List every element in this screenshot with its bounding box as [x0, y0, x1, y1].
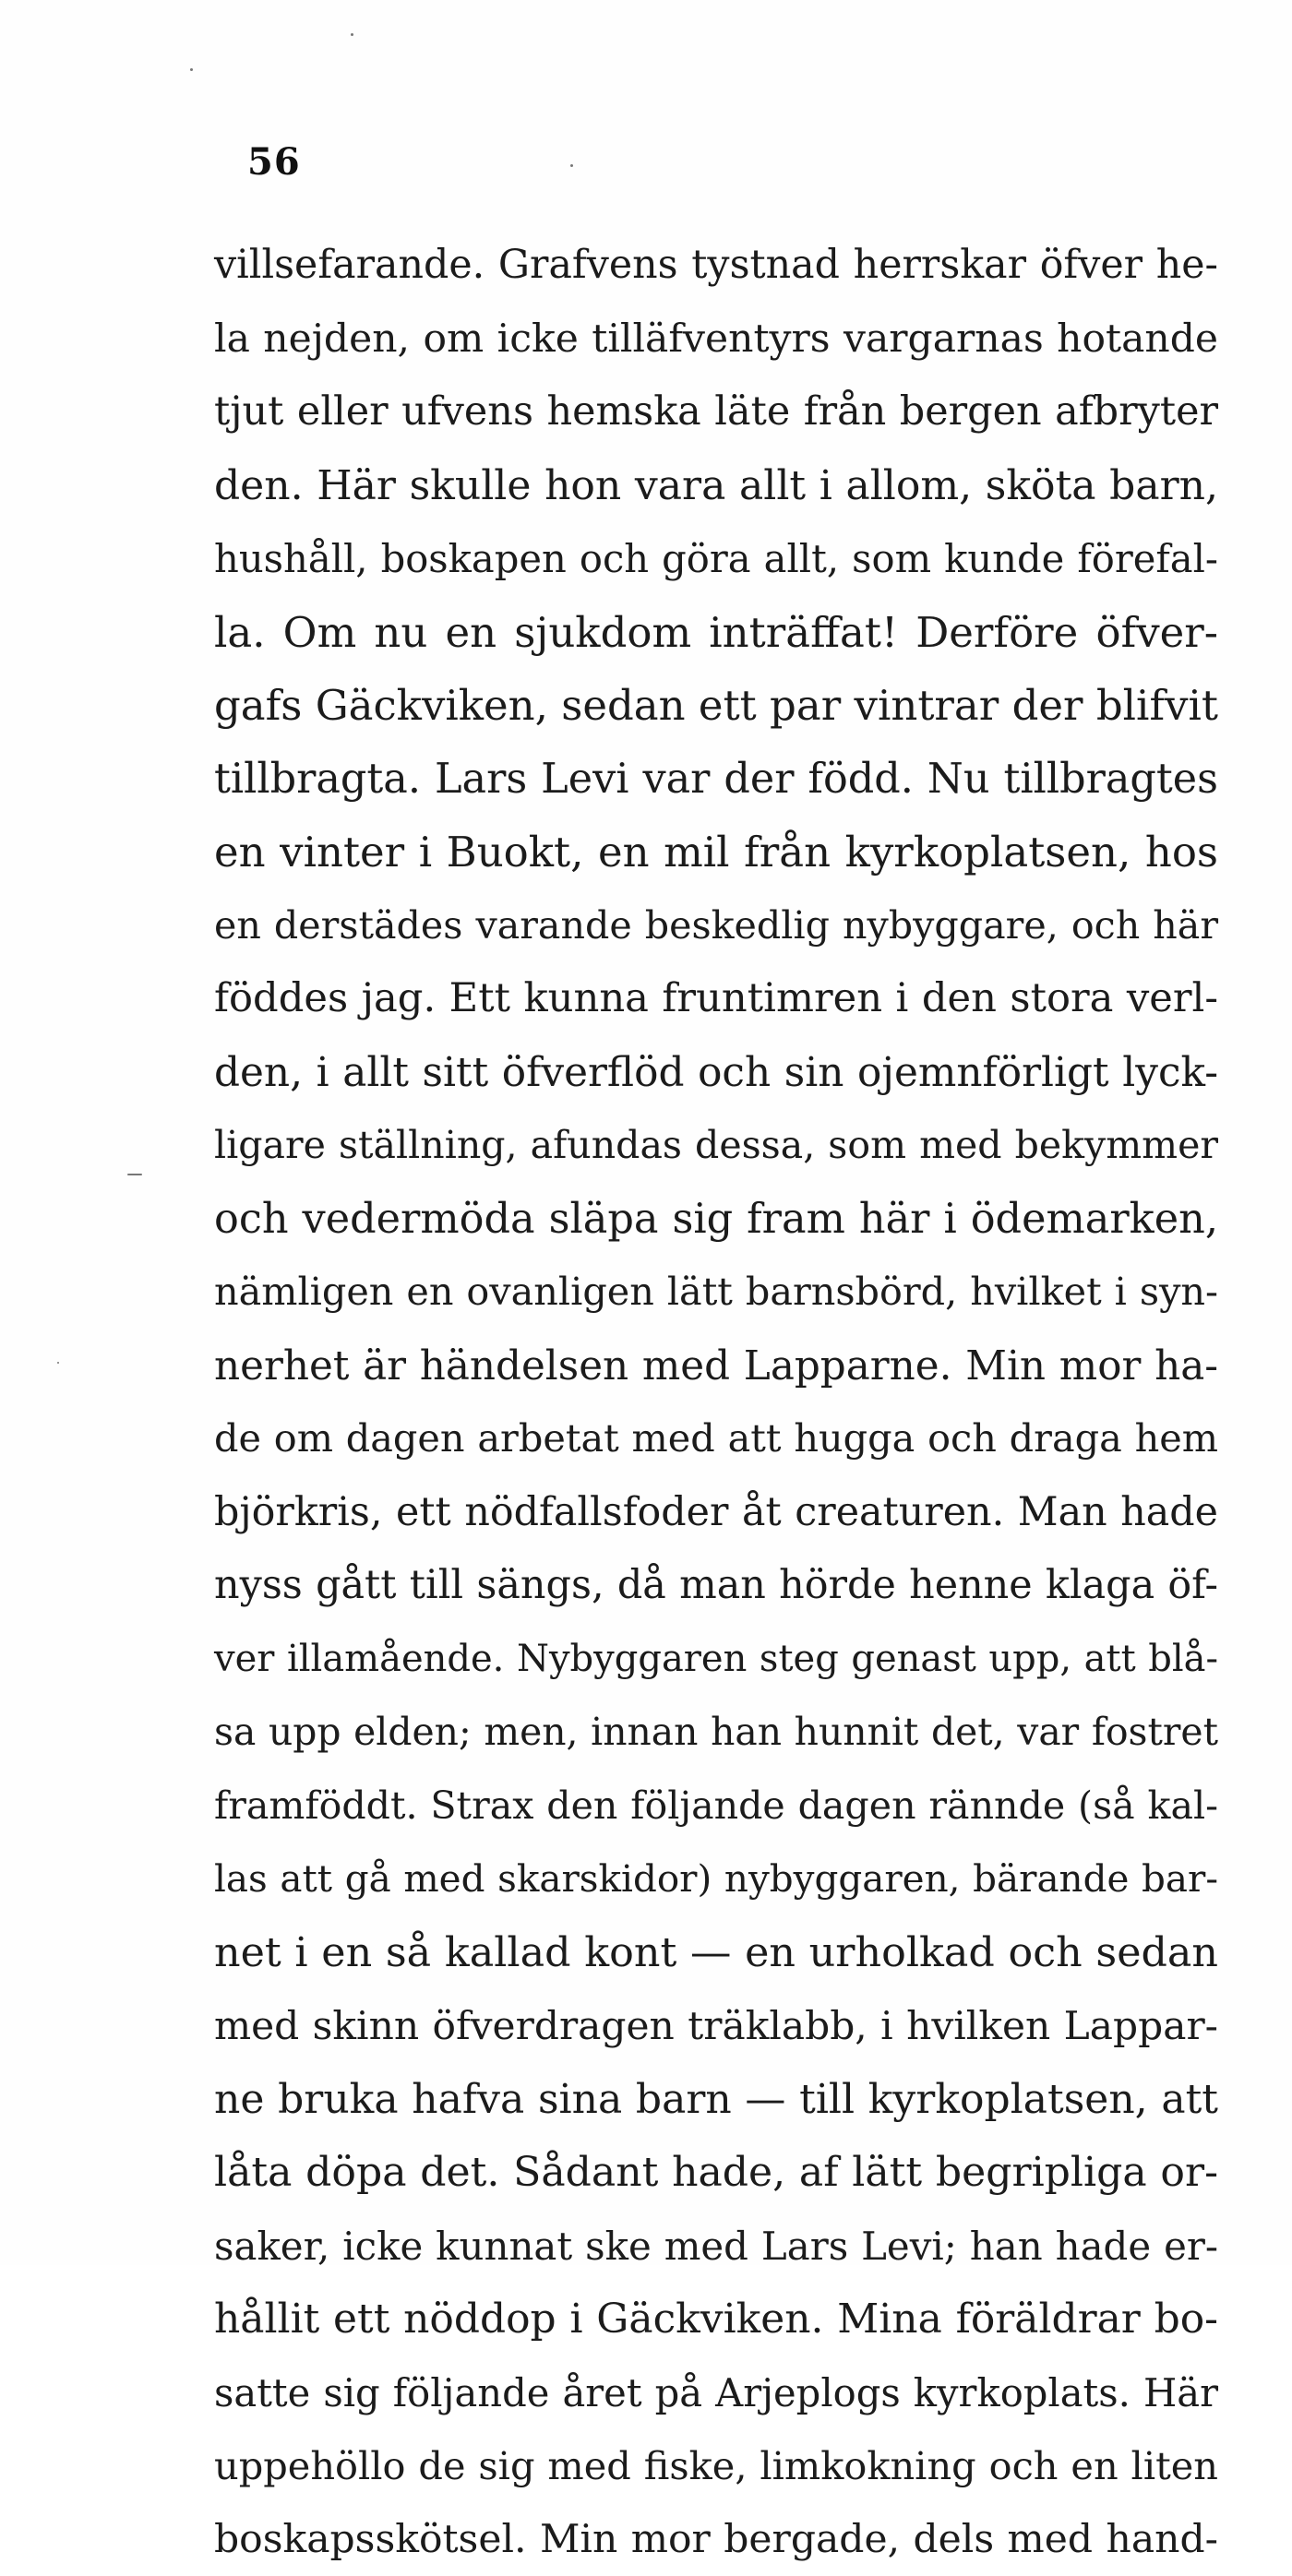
- text-line: sa upp elden; men, innan han hunnit det, var fostret: [214, 1696, 1218, 1770]
- text-line: satte sig följande året på Arjeplogs kyrkoplats. Här: [214, 2356, 1218, 2430]
- text-line: ligare ställning, afundas dessa, som med bekymmer: [214, 1109, 1218, 1183]
- text-line: den. Här skulle hon vara allt i allom, sköta barn,: [214, 449, 1218, 523]
- scan-speck: [57, 1362, 59, 1364]
- scan-speck: [190, 68, 193, 71]
- text-line: de om dagen arbetat med att hugga och draga hem: [214, 1402, 1218, 1476]
- text-line: tjut eller ufvens hemska läte från bergen afbryter: [214, 376, 1218, 449]
- text-line: med skinn öfverdragen träklabb, i hvilken Lappar-: [214, 1989, 1218, 2063]
- text-line: en derstädes varande beskedlig nybyggare, och här: [214, 889, 1218, 963]
- scan-speck: [127, 1174, 142, 1175]
- page-number: 56: [247, 140, 301, 184]
- text-line: ne bruka hafva sina barn — till kyrkoplatsen, att: [214, 2063, 1218, 2137]
- text-line: net i en så kallad kont — en urholkad och sedan: [214, 1916, 1218, 1990]
- text-line: uppehöllo de sig med fiske, limkokning och en liten: [214, 2429, 1218, 2503]
- text-line: villsefarande. Grafvens tystnad herrskar öfver he-: [214, 229, 1218, 303]
- scan-speck: [570, 164, 573, 167]
- text-line: nyss gått till sängs, då man hörde henne klaga öf-: [214, 1549, 1218, 1623]
- text-line: gafs Gäckviken, sedan ett par vintrar der blifvit: [214, 669, 1218, 743]
- text-line: hushåll, boskapen och göra allt, som kunde förefal-: [214, 522, 1218, 596]
- scan-speck: [351, 33, 353, 36]
- text-line: låta döpa det. Sådant hade, af lätt begripliga or-: [214, 2136, 1218, 2210]
- text-line: nämligen en ovanligen lätt barnsbörd, hvilket i syn-: [214, 1256, 1218, 1330]
- text-line: en vinter i Buokt, en mil från kyrkoplatsen, hos: [214, 816, 1218, 889]
- text-line: framföddt. Strax den följande dagen rännde (så kal-: [214, 1770, 1218, 1843]
- text-line: föddes jag. Ett kunna fruntimren i den stora verl-: [214, 962, 1218, 1036]
- text-line: nerhet är händelsen med Lapparne. Min mor ha-: [214, 1330, 1218, 1403]
- text-line: saker, icke kunnat ske med Lars Levi; han hade er-: [214, 2210, 1218, 2284]
- text-line: ver illamående. Nybyggaren steg genast upp, att blå-: [214, 1623, 1218, 1697]
- text-line: den, i allt sitt öfverflöd och sin ojemnförligt lyck-: [214, 1036, 1218, 1110]
- text-line: boskapsskötsel. Min mor bergade, dels med hand-: [214, 2503, 1218, 2576]
- text-line: hållit ett nöddop i Gäckviken. Mina föräldrar bo-: [214, 2283, 1218, 2356]
- text-line: björkris, ett nödfallsfoder åt creaturen. Man hade: [214, 1476, 1218, 1550]
- body-text: [214, 229, 1218, 2576]
- text-line: las att gå med skarskidor) nybyggaren, bärande bar-: [214, 1843, 1218, 1916]
- text-line: tillbragta. Lars Levi var der född. Nu tillbragtes: [214, 743, 1218, 817]
- text-line: och vedermöda släpa sig fram här i ödemarken,: [214, 1183, 1218, 1257]
- text-line: la nejden, om icke tilläfventyrs vargarnas hotande: [214, 303, 1218, 376]
- text-line: la. Om nu en sjukdom inträffat! Derföre öfver-: [214, 596, 1218, 670]
